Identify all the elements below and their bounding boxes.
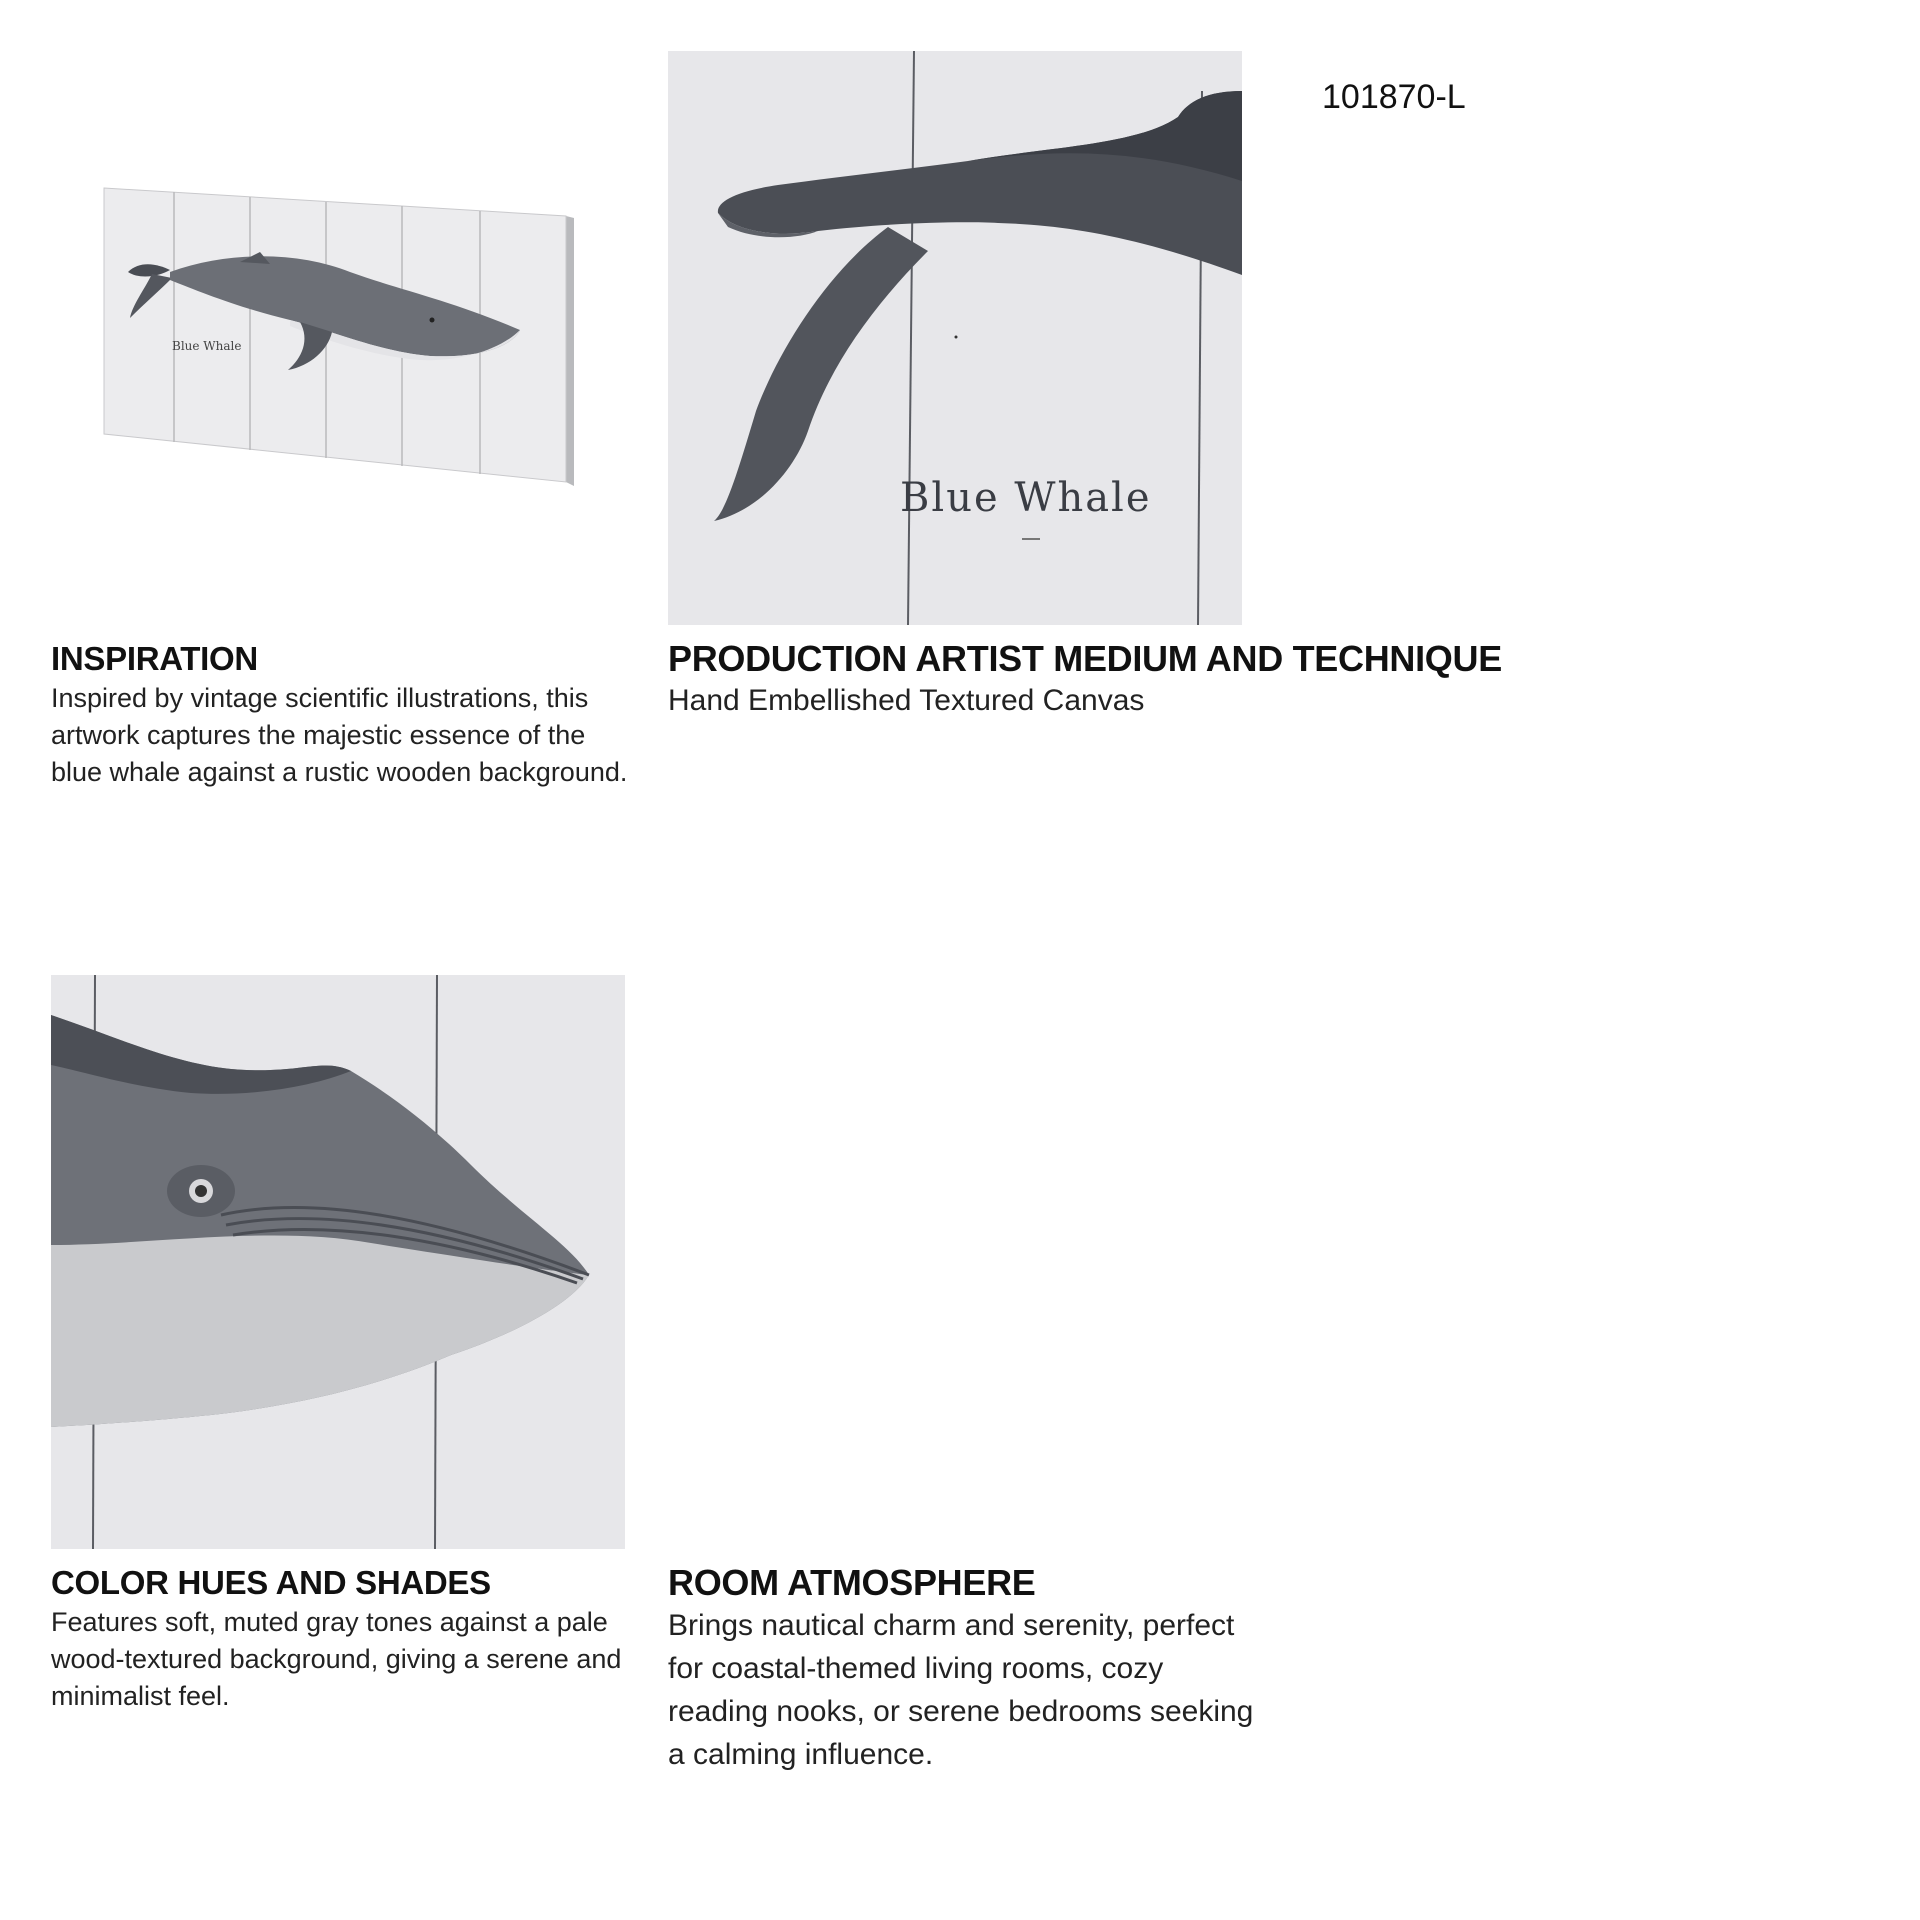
inspiration-title: INSPIRATION [51,640,258,677]
color-title: COLOR HUES AND SHADES [51,1564,491,1601]
head-detail-image [51,975,625,1549]
artwork-caption: Blue Whale [900,475,1152,521]
product-sku: 101870-L [1322,78,1466,116]
production-title: PRODUCTION ARTIST MEDIUM AND TECHNIQUE [668,638,1502,679]
color-section [51,1564,651,1715]
color-body: Features soft, muted gray tones against a pale wood-textured background, giving a serene and minimalist feel. [51,1607,622,1711]
inspiration-body: Inspired by vintage scientific illustrations, this artwork captures the majestic essence of the blue whale against a rustic wooden background. [51,683,628,787]
production-body: Hand Embellished Textured Canvas [668,684,1145,717]
room-body: Brings nautical charm and serenity, perfect for coastal-themed living rooms, cozy reading nooks, or serene bedrooms seeking a calming influence. [668,1609,1254,1771]
room-section [668,1562,1258,1776]
product-overview-image [100,180,580,490]
tail-detail-image [668,51,1242,625]
inspiration-section [51,640,631,791]
room-title: ROOM ATMOSPHERE [668,1562,1036,1603]
production-section [668,638,1568,722]
small-caption: Blue Whale [172,339,242,353]
